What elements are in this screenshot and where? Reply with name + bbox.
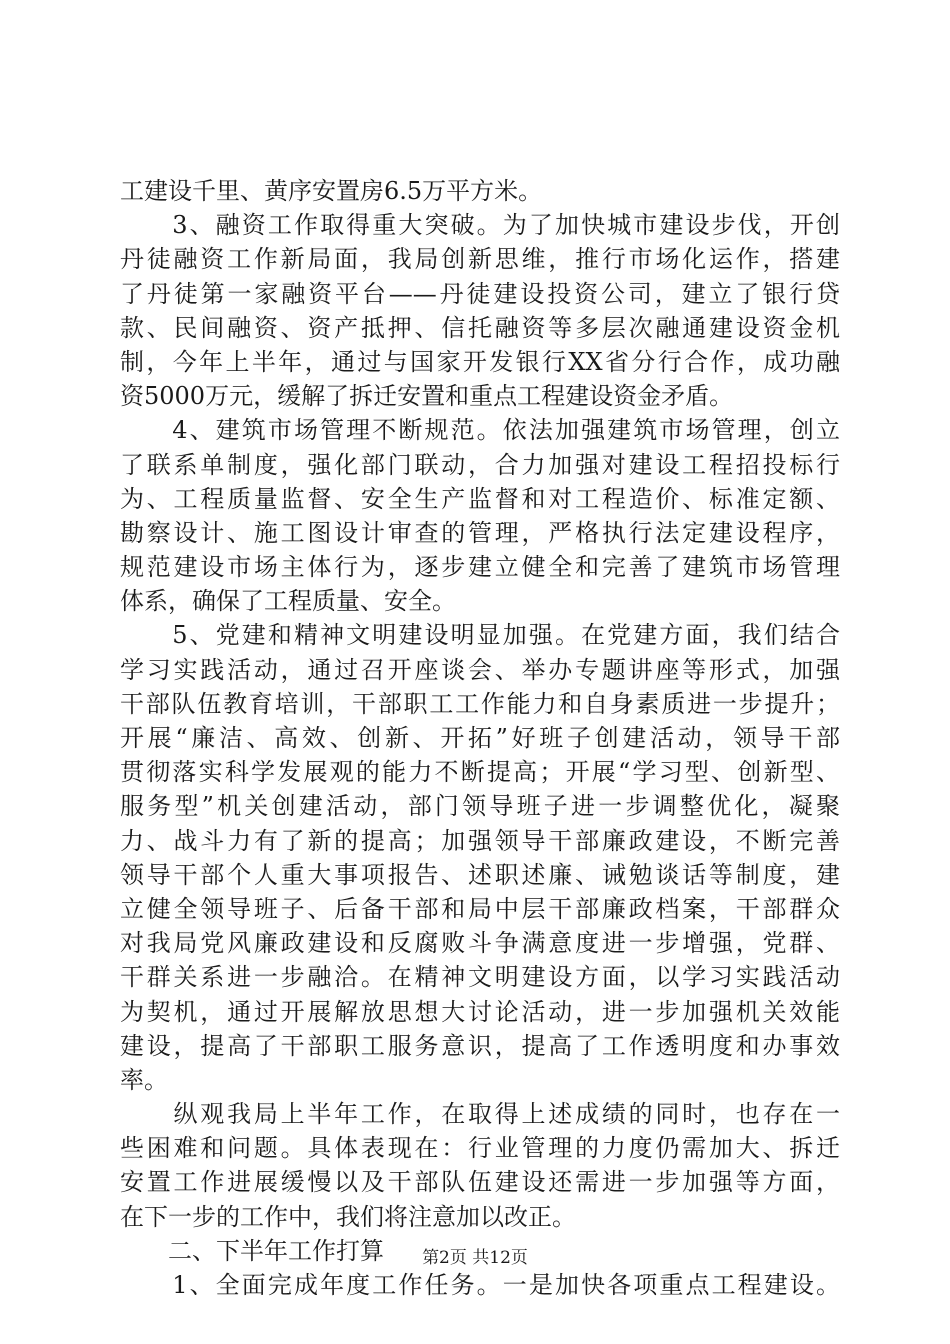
document-line: 丹徒融资工作新局面，我局创新思维，推行市场化运作，搭建 (120, 245, 840, 274)
document-line: 体系，确保了工程质量、安全。 (120, 587, 456, 616)
document-line: 了丹徒第一家融资平台——丹徒建设投资公司，建立了银行贷 (120, 279, 840, 308)
document-line: 立健全领导班子、后备干部和局中层干部廉政档案，干部群众 (120, 894, 840, 923)
document-line: 领导干部个人重大事项报告、述职述廉、诫勉谈话等制度，建 (120, 860, 840, 889)
document-line: 在下一步的工作中，我们将注意加以改正。 (120, 1202, 576, 1231)
document-line: 5、党建和精神文明建设明显加强。在党建方面，我们结合 (120, 621, 840, 650)
document-line: 勘察设计、施工图设计审查的管理，严格执行法定建设程序， (120, 518, 840, 547)
document-line: 为、工程质量监督、安全生产监督和对工程造价、标准定额、 (120, 484, 840, 513)
document-line: 4、建筑市场管理不断规范。依法加强建筑市场管理，创立 (120, 416, 840, 445)
document-line: 干群关系进一步融洽。在精神文明建设方面，以学习实践活动 (120, 963, 840, 992)
document-line: 学习实践活动，通过召开座谈会、举办专题讲座等形式，加强 (120, 655, 840, 684)
document-line: 率。 (120, 1065, 168, 1094)
document-line: 开展“廉洁、高效、创新、开拓”好班子创建活动，领导干部 (120, 724, 840, 752)
document-line: 力、战斗力有了新的提高；加强领导干部廉政建设，不断完善 (120, 826, 840, 855)
document-line: 1、全面完成年度工作任务。一是加快各项重点工程建设。 (120, 1271, 840, 1299)
document-line: 为契机，通过开展解放思想大讨论活动，进一步加强机关效能 (120, 997, 840, 1026)
document-line: 贯彻落实科学发展观的能力不断提高；开展“学习型、创新型、 (120, 758, 840, 787)
document-line: 了联系单制度，强化部门联动，合力加强对建设工程招投标行 (120, 450, 840, 479)
document-line: 安置工作进展缓慢以及干部队伍建设还需进一步加强等方面， (120, 1168, 840, 1197)
document-line: 干部队伍教育培训，干部职工工作能力和自身素质进一步提升； (120, 689, 840, 718)
document-line: 纵观我局上半年工作，在取得上述成绩的同时，也存在一 (120, 1100, 840, 1129)
document-line: 些困难和问题。具体表现在：行业管理的力度仍需加大、拆迁 (120, 1134, 840, 1163)
document-line: 3、融资工作取得重大突破。为了加快城市建设步伐，开创 (120, 211, 840, 240)
document-line: 制，今年上半年，通过与国家开发银行XX省分行合作，成功融 (120, 347, 840, 376)
document-line: 建设，提高了干部职工服务意识，提高了工作透明度和办事效 (120, 1031, 840, 1060)
page-footer: 第2页 共12页 (422, 1248, 528, 1268)
document-line: 服务型”机关创建活动，部门领导班子进一步调整优化，凝聚 (120, 792, 840, 821)
document-line: 工建设千里、黄序安置房6.5万平方米。 (120, 177, 543, 205)
document-line: 二、下半年工作打算 (120, 1236, 384, 1265)
document-line: 资5000万元，缓解了拆迁安置和重点工程建设资金矛盾。 (120, 382, 734, 411)
document-line: 款、民间融资、资产抵押、信托融资等多层次融通建设资金机 (120, 313, 840, 342)
document-line: 规范建设市场主体行为，逐步建立健全和完善了建筑市场管理 (120, 553, 840, 582)
document-line: 对我局党风廉政建设和反腐败斗争满意度进一步增强，党群、 (120, 929, 840, 958)
document-body (120, 174, 840, 1302)
